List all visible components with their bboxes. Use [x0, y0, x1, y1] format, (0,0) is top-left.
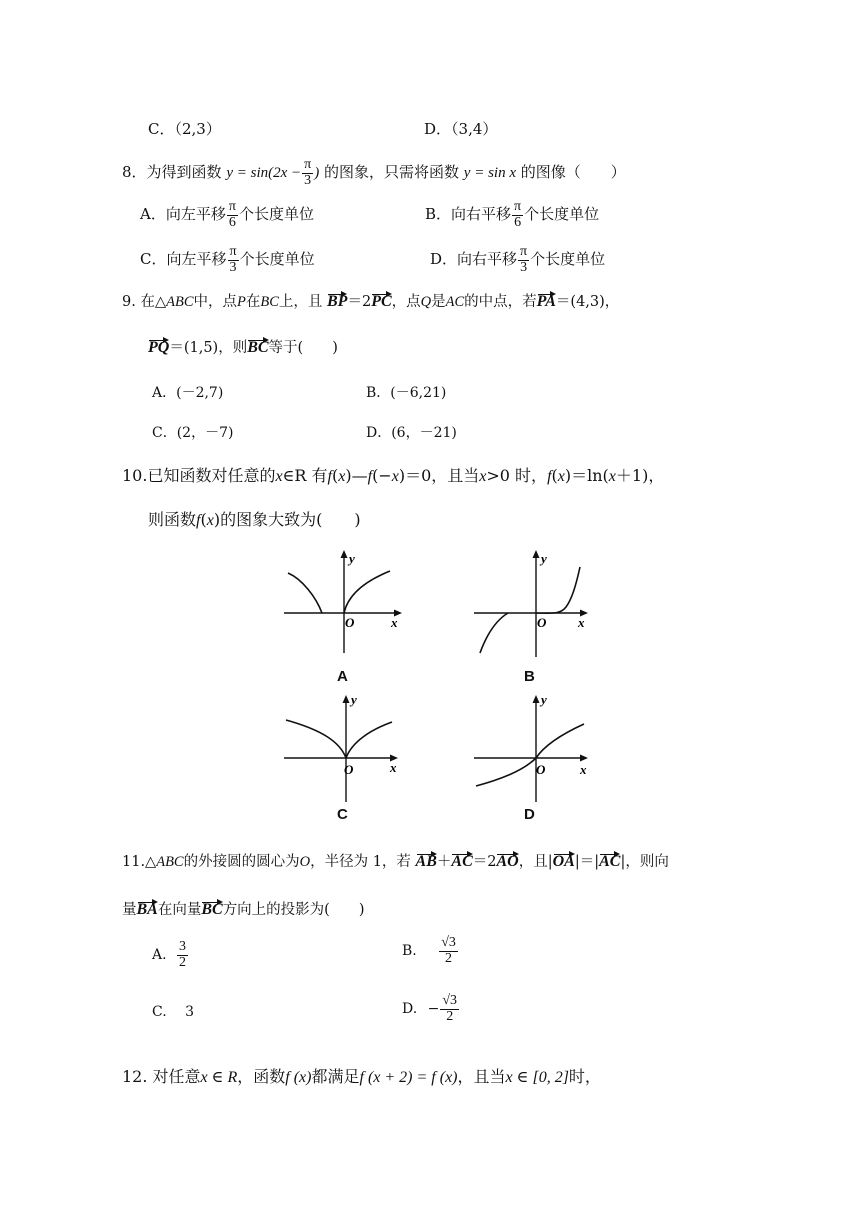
q8-function-1-right: ): [314, 165, 320, 182]
q10-text: (: [200, 510, 207, 529]
graph-a: [280, 545, 410, 655]
option-text: 向左平移: [166, 250, 227, 269]
graph-c: [280, 690, 410, 805]
origin-label: O: [345, 615, 355, 630]
option-letter: D．: [430, 250, 458, 269]
q10-text: (: [551, 466, 558, 485]
q10-text: 则函数: [148, 510, 197, 529]
q10-text: 10.已知函数对任意的: [122, 466, 276, 485]
y-axis-arrow: [533, 695, 540, 703]
q9-option-b: B．(－6,21): [366, 385, 447, 401]
q9-point-p: P: [237, 294, 246, 310]
q11-option-b: [402, 936, 459, 966]
curve-left: [288, 573, 322, 613]
graph-c-label: C: [337, 806, 348, 823]
q12-math: f (x + 2) = f (x): [359, 1069, 458, 1086]
q9-text: 的中点，若: [464, 294, 537, 310]
fraction-numerator: √3: [441, 935, 456, 950]
q8-function-2: y = sin x: [463, 165, 516, 182]
q10-text: )＝ln(: [564, 466, 609, 485]
option-fraction: [512, 200, 523, 230]
curve-right: [536, 567, 580, 613]
q9-text: ，点: [391, 294, 421, 310]
graph-b-svg: [470, 545, 600, 660]
q12-text: ，函数: [237, 1067, 286, 1086]
q10-var: x: [206, 512, 214, 529]
option-letter: A.: [152, 947, 167, 964]
option-text: 个长度单位: [524, 205, 600, 224]
q10-text: ＋1)，: [615, 466, 665, 485]
q9-triangle-name: ABC: [166, 294, 194, 310]
vector-bc: BC: [247, 339, 269, 356]
option-fraction: [440, 994, 459, 1024]
q12-math: x ∈ [0, 2]: [505, 1069, 569, 1086]
q10-text: (−: [372, 466, 392, 485]
vector-ab: AB: [415, 853, 437, 870]
x-axis-label: x: [390, 760, 397, 775]
q10-var: f: [367, 468, 373, 485]
q8-fraction-denominator: 3: [304, 172, 312, 188]
q9-text: 9. 在△: [122, 294, 167, 310]
q10-var: f: [327, 468, 332, 485]
q9-text: 中，点: [193, 294, 237, 310]
q9-segment-bc: BC: [260, 294, 279, 310]
option-text: 向右平移: [457, 250, 518, 269]
q9-option-c: C．(2，－7): [152, 425, 234, 441]
vector-bp: BP: [327, 293, 348, 310]
q11-center-o: O: [299, 854, 311, 870]
q12-text: 时，: [568, 1067, 601, 1086]
vector-pc: PC: [371, 293, 392, 310]
x-axis-label: x: [391, 615, 398, 630]
q10-var: x: [608, 468, 616, 485]
q9-text: ＝2: [347, 294, 372, 310]
option-value: 3: [185, 1004, 195, 1020]
q9-text: 是: [431, 294, 446, 310]
q11-option-a: [152, 940, 189, 970]
fraction-denominator: 2: [446, 1008, 454, 1024]
vector-pa: PA: [536, 293, 556, 310]
option-text: 向左平移: [165, 205, 226, 224]
y-axis-label: y: [541, 551, 547, 566]
fraction-denominator: 3: [229, 259, 237, 275]
q9-point-q: Q: [420, 294, 432, 310]
q8-function-1-left: y = sin(2x −: [226, 165, 302, 182]
q9-text: ＝(1,5)，则: [169, 340, 248, 356]
y-axis-arrow: [343, 695, 350, 703]
option-fraction: [518, 245, 529, 275]
graph-b-label: B: [524, 668, 535, 685]
vector-ao: AO: [496, 853, 519, 870]
vector-bc: BC: [201, 901, 223, 918]
fraction-numerator: 3: [179, 939, 187, 954]
q10-stem-line-1: [122, 463, 664, 486]
q7-option-c: C．（2,3）: [148, 120, 221, 138]
q10-text: >0 时，: [486, 466, 548, 485]
q11-text: ，且|: [518, 854, 553, 870]
q11-text: ＝2: [472, 854, 497, 870]
q7-option-d: D．（3,4）: [424, 120, 498, 138]
q9-stem-line-2: [148, 336, 338, 357]
option-letter: C．: [140, 250, 167, 269]
q9-text: 上，且: [278, 294, 323, 310]
option-text: 个长度单位: [530, 250, 606, 269]
q9-text: ＝(4,3)，: [555, 294, 620, 310]
origin-label: O: [536, 762, 546, 777]
q11-text: 11.△: [122, 854, 157, 870]
graph-d-label: D: [524, 806, 535, 823]
q8-function-1-fraction: [302, 158, 313, 188]
q9-option-a: A．(－2,7): [152, 385, 224, 401]
q10-text: )的图象大致为( ): [213, 510, 361, 529]
q10-text: )—: [345, 466, 368, 485]
q10-var: x: [557, 468, 565, 485]
q10-text: (: [332, 466, 339, 485]
q12-text: 12. 对任意: [122, 1067, 201, 1086]
graph-a-label: A: [337, 668, 348, 685]
vector-ac-2: AC: [599, 853, 621, 870]
q10-var: f: [547, 468, 552, 485]
q11-text: 在向量: [157, 902, 202, 918]
option-text: 向右平移: [451, 205, 512, 224]
q9-option-d: D．(6，－21): [366, 425, 457, 441]
q11-text: ，半径为 1，若: [310, 854, 411, 870]
q8-stem: [122, 158, 626, 188]
y-axis-arrow: [533, 550, 540, 558]
x-axis-arrow: [580, 755, 588, 762]
q11-text: |，则向: [620, 854, 669, 870]
y-axis-label: y: [351, 692, 357, 707]
graph-a-svg: [280, 545, 410, 655]
q8-stem-prefix: 8．为得到函数: [122, 163, 222, 182]
fraction-numerator: π: [229, 244, 237, 259]
curve-left: [286, 720, 346, 758]
curve-left: [476, 758, 536, 786]
q12-text: 都满足: [311, 1067, 360, 1086]
option-fraction: [439, 936, 458, 966]
vector-ba: BA: [136, 901, 158, 918]
q10-var: x: [338, 468, 346, 485]
q8-option-b: [425, 200, 599, 230]
graph-b: [470, 545, 600, 660]
q10-var: x: [391, 468, 399, 485]
q11-option-d: [402, 994, 460, 1024]
q12-math: f (x): [285, 1069, 312, 1086]
q9-text: 等于( ): [268, 340, 338, 356]
graph-d-svg: [470, 690, 600, 805]
q12-stem: [122, 1064, 601, 1087]
fraction-numerator: π: [228, 199, 236, 214]
graph-d: [470, 690, 600, 805]
fraction-numerator: √3: [442, 993, 458, 1008]
q11-stem-line-1: [122, 850, 669, 871]
option-fraction: [228, 245, 239, 275]
q9-segment-ac: AC: [445, 294, 465, 310]
option-text: 个长度单位: [238, 205, 314, 224]
q8-option-a: [140, 200, 314, 230]
fraction-denominator: 2: [445, 950, 453, 966]
q11-stem-line-2: [122, 898, 365, 919]
fraction-denominator: 3: [520, 259, 528, 275]
option-letter: D.: [402, 1001, 418, 1018]
q10-var: x: [479, 468, 487, 485]
vector-pq: PQ: [148, 339, 170, 356]
q11-option-c: [152, 1004, 194, 1020]
origin-label: O: [344, 762, 354, 777]
q12-text: ，且当: [457, 1067, 506, 1086]
fraction-denominator: 6: [514, 214, 522, 230]
q11-text: |＝|: [574, 854, 600, 870]
y-axis-arrow: [341, 550, 348, 558]
q10-var: x: [275, 468, 283, 485]
q9-stem-line-1: [122, 290, 619, 311]
option-sign: −: [427, 1001, 440, 1018]
q10-text: )＝0，且当: [398, 466, 480, 485]
curve-left: [480, 613, 508, 653]
q10-stem-line-2: [148, 507, 361, 530]
q11-plus: ＋: [436, 854, 452, 870]
fraction-denominator: 2: [179, 954, 187, 970]
y-axis-label: y: [541, 692, 547, 707]
vector-oa: OA: [552, 853, 575, 870]
x-axis-label: x: [580, 762, 587, 777]
option-letter: A．: [140, 205, 166, 224]
q11-text: 的外接圆的圆心为: [183, 854, 300, 870]
fraction-numerator: π: [514, 199, 522, 214]
fraction-denominator: 6: [228, 214, 236, 230]
q11-text: 量: [122, 902, 137, 918]
q9-text: 在: [245, 294, 261, 310]
origin-label: O: [537, 615, 547, 630]
fraction-numerator: π: [520, 244, 528, 259]
q10-text: ∈R 有: [282, 466, 328, 485]
q8-fraction-numerator: π: [304, 157, 312, 172]
x-axis-label: x: [578, 615, 585, 630]
y-axis-label: y: [349, 551, 355, 566]
option-letter: C.: [152, 1004, 167, 1020]
q10-var: f: [196, 512, 201, 529]
option-text: 个长度单位: [239, 250, 315, 269]
graph-c-svg: [280, 690, 410, 805]
q11-text: 方向上的投影为( ): [222, 902, 365, 918]
option-letter: B．: [425, 205, 452, 224]
curve-right: [346, 722, 392, 758]
curve-right: [536, 724, 584, 758]
option-fraction: [177, 940, 188, 970]
q8-stem-suffix: 的图像（ ）: [520, 163, 626, 182]
curve-right: [344, 571, 390, 613]
vector-ac: AC: [451, 853, 473, 870]
option-fraction: [227, 200, 238, 230]
q8-option-c: [140, 245, 315, 275]
q12-math: x ∈ R: [200, 1069, 238, 1086]
q11-triangle-name: ABC: [156, 854, 184, 870]
q8-option-d: [430, 245, 605, 275]
q8-stem-middle: 的图象，只需将函数: [324, 163, 460, 182]
option-letter: B.: [402, 943, 417, 960]
